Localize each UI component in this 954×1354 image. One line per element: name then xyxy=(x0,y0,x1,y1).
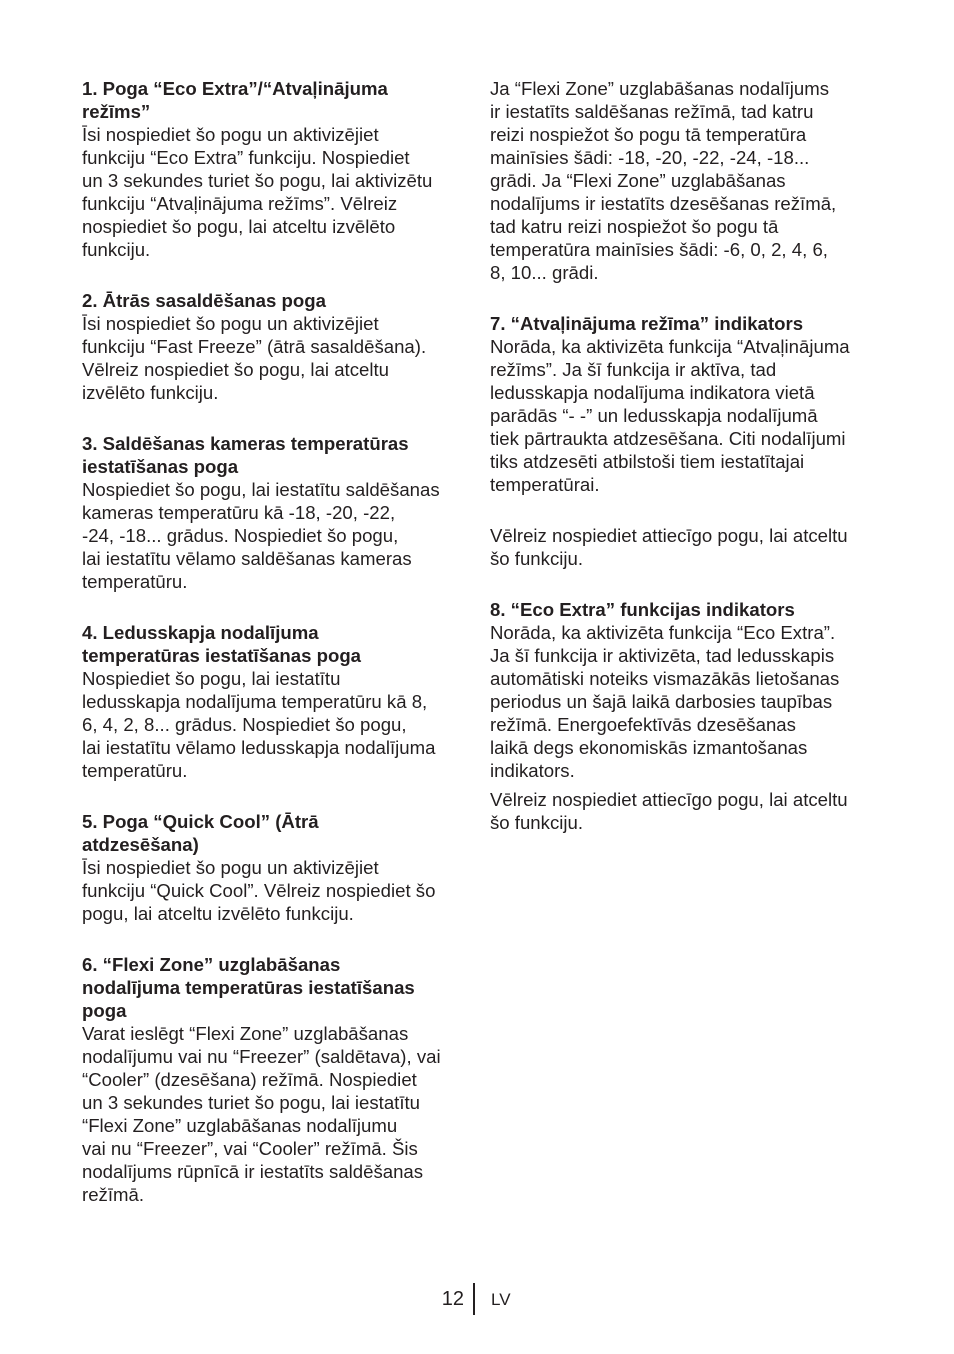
section-vacation-mode-indicator xyxy=(490,312,880,496)
section-body: Norāda, ka aktivizēta funkcija “Atvaļinājuma režīms”. Ja šī funkcija ir aktīva, tad ledusskapja nodalījuma indikatora vietā parādās “- -” un ledusskapja nodalījumā tiek pārtraukta atdzesēšana. Citi nodalījumi tiks atdzesēti atbilstoši tiem iestatītajai temperatūrai. xyxy=(490,336,850,495)
right-column xyxy=(490,77,880,862)
section-eco-extra-indicator xyxy=(490,598,880,782)
section-eco-extra-cancel xyxy=(490,788,880,834)
section-eco-extra-button xyxy=(82,77,472,261)
section-quick-cool-button xyxy=(82,810,472,925)
section-freezer-temp-button xyxy=(82,432,472,593)
footer-divider xyxy=(473,1283,475,1315)
page-number: 12 xyxy=(441,1288,464,1310)
section-body: Norāda, ka aktivizēta funkcija “Eco Extra”. Ja šī funkcija ir aktivizēta, tad ledusskapis automātiski noteiks vismazākās lietošanas periodus un šajā laikā darbosies taupības režīmā. Energoefektīvās dzesēšanas laikā degs ekonomiskās izmantošanas indikators. xyxy=(490,622,840,781)
section-body: Īsi nospiediet šo pogu un aktivizējiet funkciju “Eco Extra” funkciju. Nospiediet un 3 sekundes turiet šo pogu, lai aktivizētu funkciju “Atvaļinājuma režīms”. Vēlreiz nospiediet šo pogu, lai atceltu izvēlēto funkciju. xyxy=(82,124,433,260)
section-heading: 7. “Atvaļinājuma režīma” indikators xyxy=(490,313,804,334)
section-body: Varat ieslēgt “Flexi Zone” uzglabāšanas nodalījumu vai nu “Freezer” (saldētava), vai “Cooler” (dzesēšana) režīmā. Nospiediet un 3 sekundes turiet šo pogu, lai iestatītu “Flexi Zone” uzglabāšanas nodalījumu vai nu “Freezer”, vai “Cooler” režīmā. Šis nodalījums rūpnīcā ir iestatīts saldēšanas režīmā. xyxy=(82,1023,441,1205)
section-fridge-temp-button xyxy=(82,621,472,782)
section-body: Nospiediet šo pogu, lai iestatītu saldēšanas kameras temperatūru kā -18, -20, -22, -24, -18... grādus. Nospiediet šo pogu, lai iestatītu vēlamo saldēšanas kameras temperatūru. xyxy=(82,479,440,592)
section-body: Vēlreiz nospiediet attiecīgo pogu, lai atceltu šo funkciju. xyxy=(490,525,848,569)
section-body: Vēlreiz nospiediet attiecīgo pogu, lai atceltu šo funkciju. xyxy=(490,789,848,833)
section-heading: 8. “Eco Extra” funkcijas indikators xyxy=(490,599,795,620)
section-body: Ja “Flexi Zone” uzglabāšanas nodalījums ir iestatīts saldēšanas režīmā, tad katru reizi nospiežot šo pogu tā temperatūra mainīsies šādi: -18, -20, -22, -24, -18... grādi. Ja “Flexi Zone” uzglabāšanas nodalījums ir iestatīts dzesēšanas režīmā, tad katru reizi nospiežot šo pogu tā temperatūra mainīsies šādi: -6, 0, 2, 4, 6, 8, 10... grādi. xyxy=(490,78,837,283)
section-heading: 5. Poga “Quick Cool” (Ātrā atdzesēšana) xyxy=(82,811,319,855)
language-code: LV xyxy=(491,1290,511,1309)
section-heading: 1. Poga “Eco Extra”/“Atvaļinājuma režīms” xyxy=(82,78,388,122)
section-body: Īsi nospiediet šo pogu un aktivizējiet funkciju “Fast Freeze” (ātrā sasaldēšana). Vēlreiz nospiediet šo pogu, lai atceltu izvēlēto funkciju. xyxy=(82,313,427,403)
section-fast-freeze-button xyxy=(82,289,472,404)
section-vacation-mode-cancel xyxy=(490,524,880,570)
section-flexi-zone-button xyxy=(82,953,472,1206)
left-column xyxy=(82,77,472,1234)
section-heading: 6. “Flexi Zone” uzglabāšanas nodalījuma temperatūras iestatīšanas poga xyxy=(82,954,415,1021)
section-flexi-zone-continued xyxy=(490,77,880,284)
section-heading: 3. Saldēšanas kameras temperatūras iestatīšanas poga xyxy=(82,433,409,477)
section-body: Nospiediet šo pogu, lai iestatītu ledusskapja nodalījuma temperatūru kā 8, 6, 4, 2, 8... grādus. Nospiediet šo pogu, lai iestatītu vēlamo ledusskapja nodalījuma temperatūru. xyxy=(82,668,436,781)
section-heading: 2. Ātrās sasaldēšanas poga xyxy=(82,290,326,311)
section-body: Īsi nospiediet šo pogu un aktivizējiet funkciju “Quick Cool”. Vēlreiz nospiediet šo pogu, lai atceltu izvēlēto funkciju. xyxy=(82,857,436,924)
section-heading: 4. Ledusskapja nodalījuma temperatūras iestatīšanas poga xyxy=(82,622,362,666)
page-footer xyxy=(0,1283,954,1315)
